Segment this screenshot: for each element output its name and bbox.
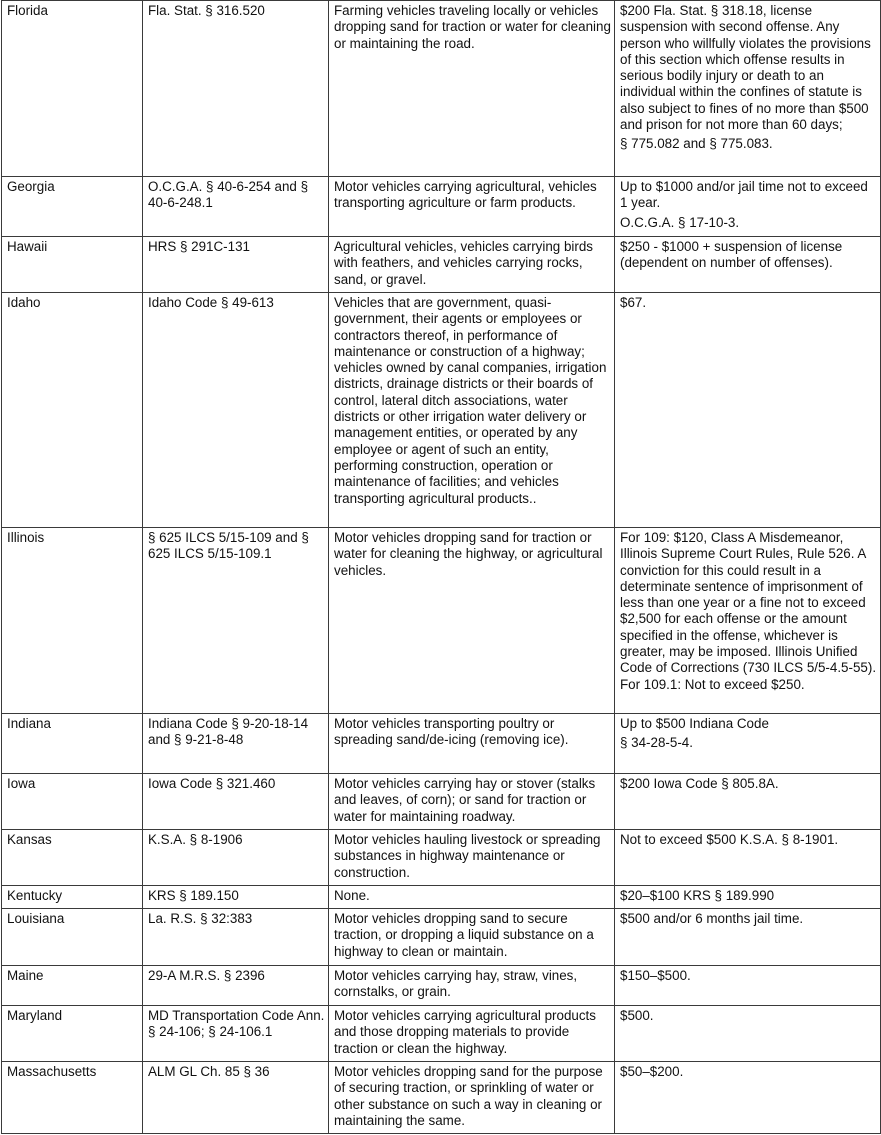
state-name: Maine — [7, 968, 44, 983]
penalty-cell — [615, 830, 881, 886]
vehicles-cell — [329, 774, 615, 830]
penalty-text: $200 Iowa Code § 805.8A. — [620, 776, 779, 791]
statute-cell — [143, 177, 329, 237]
penalty-cell — [615, 237, 881, 293]
statute-cell — [143, 830, 329, 886]
penalty-cell — [615, 1062, 881, 1134]
penalty-text: $20–$100 KRS § 189.990 — [620, 888, 775, 903]
state-name: Kentucky — [7, 888, 63, 903]
penalty-text: Up to $500 Indiana Code — [620, 716, 769, 731]
vehicles-cell — [329, 1062, 615, 1134]
statute-cell — [143, 293, 329, 528]
penalty-cell — [615, 774, 881, 830]
state-cell — [2, 528, 143, 714]
state-cell — [2, 177, 143, 237]
table-row — [2, 774, 881, 830]
vehicles-text: Motor vehicles carrying hay, straw, vines, cornstalks, or grain. — [334, 968, 578, 1000]
vehicles-cell — [329, 293, 615, 528]
statute-citation: HRS § 291C-131 — [148, 239, 250, 254]
statute-citation: KRS § 189.150 — [148, 888, 239, 903]
vehicles-text: Motor vehicles carrying agricultural products and those dropping materials to provide traction or clean the highway. — [334, 1008, 596, 1056]
vehicles-text: Motor vehicles hauling livestock or spreading substances in highway maintenance or construction. — [334, 832, 601, 880]
vehicles-cell — [329, 1, 615, 177]
state-name: Iowa — [7, 776, 36, 791]
penalty-text: $150–$500. — [620, 968, 691, 983]
vehicles-text: Motor vehicles carrying agricultural, vehicles transporting agriculture or farm products. — [334, 179, 597, 211]
vehicles-text: Motor vehicles dropping sand for traction or water for cleaning the highway, or agricultural vehicles. — [334, 530, 603, 578]
state-cell — [2, 714, 143, 774]
statute-cell — [143, 1, 329, 177]
table-row — [2, 909, 881, 966]
vehicles-cell — [329, 830, 615, 886]
state-cell — [2, 966, 143, 1006]
vehicles-cell — [329, 528, 615, 714]
state-name: Louisiana — [7, 911, 65, 926]
statute-citation: O.C.G.A. § 40-6-254 and § 40-6-248.1 — [148, 179, 309, 211]
table-row — [2, 830, 881, 886]
vehicles-cell — [329, 714, 615, 774]
table-row — [2, 237, 881, 293]
state-cell — [2, 909, 143, 966]
state-name: Massachusetts — [7, 1064, 97, 1079]
statute-citation: Idaho Code § 49-613 — [148, 295, 274, 310]
vehicles-text: Motor vehicles dropping sand for the purpose of securing traction, or sprinkling of water or other substance on such a way in cleaning or maintaining the same. — [334, 1064, 603, 1128]
table-row — [2, 528, 881, 714]
penalty-text: $50–$200. — [620, 1064, 684, 1079]
penalty-text: $67. — [620, 295, 647, 310]
state-cell — [2, 293, 143, 528]
statute-cell — [143, 886, 329, 909]
table-row — [2, 177, 881, 237]
penalty-text: $500. — [620, 1008, 654, 1023]
state-cell — [2, 1, 143, 177]
state-cell — [2, 237, 143, 293]
penalty-cell — [615, 1, 881, 177]
penalty-cell — [615, 966, 881, 1006]
penalty-text: $200 Fla. Stat. § 318.18, license suspension with second offense. Any person who willfully violates the provisions of this section which offense results in serious bodily injury or death to an individual within the confines of statute is also subject to fines of no more than $500 and prison for not more than 60 days; — [620, 3, 871, 133]
vehicles-cell — [329, 909, 615, 966]
vehicles-text: Motor vehicles transporting poultry or spreading sand/de-icing (removing ice). — [334, 716, 569, 748]
statute-cell — [143, 528, 329, 714]
penalty-text: $250 - $1000 + suspension of license (dependent on number of offenses). — [620, 239, 843, 271]
state-name: Indiana — [7, 716, 51, 731]
vehicles-text: Farming vehicles traveling locally or vehicles dropping sand for traction or water for cleaning or maintaining the road. — [334, 3, 611, 51]
penalty-text: Not to exceed $500 K.S.A. § 8-1901. — [620, 832, 839, 847]
penalty-citation: O.C.G.A. § 17-10-3. — [620, 214, 740, 230]
state-cell — [2, 886, 143, 909]
penalty-cell — [615, 293, 881, 528]
statute-citation: Indiana Code § 9-20-18-14 and § 9-21-8-48 — [148, 716, 309, 748]
statute-citation: 29-A M.R.S. § 2396 — [148, 968, 265, 983]
state-name: Kansas — [7, 832, 52, 847]
penalty-cell — [615, 886, 881, 909]
penalty-text: $500 and/or 6 months jail time. — [620, 911, 804, 926]
penalty-cell — [615, 177, 881, 237]
statute-cell — [143, 909, 329, 966]
penalty-text: Up to $1000 and/or jail time not to exceed 1 year. — [620, 179, 868, 211]
statute-cell — [143, 237, 329, 293]
statute-citation: La. R.S. § 32:383 — [148, 911, 253, 926]
state-cell — [2, 1006, 143, 1062]
table-row — [2, 1, 881, 177]
statute-citation: § 625 ILCS 5/15-109 and § 625 ILCS 5/15-109.1 — [148, 530, 309, 562]
statute-citation: MD Transportation Code Ann. § 24-106; § 24-106.1 — [148, 1008, 325, 1040]
table-row — [2, 714, 881, 774]
state-cell — [2, 774, 143, 830]
state-name: Idaho — [7, 295, 41, 310]
penalty-citation: § 34-28-5-4. — [620, 735, 693, 751]
penalty-citation: § 775.082 and § 775.083. — [620, 136, 773, 152]
statute-citation: ALM GL Ch. 85 § 36 — [148, 1064, 270, 1079]
state-cell — [2, 830, 143, 886]
statute-citation: Fla. Stat. § 316.520 — [148, 3, 265, 18]
vehicles-cell — [329, 177, 615, 237]
state-name: Maryland — [7, 1008, 63, 1023]
penalty-cell — [615, 714, 881, 774]
penalty-text: For 109: $120, Class A Misdemeanor, Illinois Supreme Court Rules, Rule 526. A conviction for this could result in a determinate sentence of imprisonment of less than one year or a fine not to exceed $2,500 for each offense or the amount specified in the offense, whichever is greater, may be imposed. Illinois Unified Code of Corrections (730 ILCS 5/5-4.5-55). For 109.1: Not to exceed $250. — [620, 530, 877, 692]
penalty-cell — [615, 1006, 881, 1062]
table-row — [2, 886, 881, 909]
penalty-cell — [615, 528, 881, 714]
table-row — [2, 293, 881, 528]
statute-cell — [143, 774, 329, 830]
statute-cell — [143, 1006, 329, 1062]
vehicles-text: Motor vehicles carrying hay or stover (stalks and leaves, of corn); or sand for traction or water for maintaining roadway. — [334, 776, 596, 824]
table-row — [2, 966, 881, 1006]
statute-cell — [143, 714, 329, 774]
vehicles-text: Vehicles that are government, quasi-government, their agents or employees or contractors thereof, in performance of maintenance or construction of a highway; vehicles owned by canal companies, irrigation districts, drainage districts or their boards of control, lateral ditch associations, water districts or other irrigation water delivery or management entities, or operated by any employee or agent of such an entity, performing construction, operation or maintenance of facilities; and vehicles transporting agricultural products.. — [334, 295, 607, 506]
statute-cell — [143, 966, 329, 1006]
vehicles-text: Agricultural vehicles, vehicles carrying birds with feathers, and vehicles carrying rocks, sand, or gravel. — [334, 239, 593, 287]
vehicles-cell — [329, 237, 615, 293]
vehicles-cell — [329, 966, 615, 1006]
statute-citation: Iowa Code § 321.460 — [148, 776, 276, 791]
statutes-table — [1, 0, 881, 1134]
table-row — [2, 1062, 881, 1134]
state-name: Florida — [7, 3, 48, 18]
vehicles-text: None. — [334, 888, 370, 903]
state-name: Georgia — [7, 179, 55, 194]
statute-cell — [143, 1062, 329, 1134]
state-cell — [2, 1062, 143, 1134]
state-name: Hawaii — [7, 239, 48, 254]
statute-citation: K.S.A. § 8-1906 — [148, 832, 243, 847]
penalty-cell — [615, 909, 881, 966]
table-row — [2, 1006, 881, 1062]
vehicles-text: Motor vehicles dropping sand to secure traction, or dropping a liquid substance on a highway to clean or maintain. — [334, 911, 594, 959]
vehicles-cell — [329, 886, 615, 909]
state-name: Illinois — [7, 530, 45, 545]
vehicles-cell — [329, 1006, 615, 1062]
